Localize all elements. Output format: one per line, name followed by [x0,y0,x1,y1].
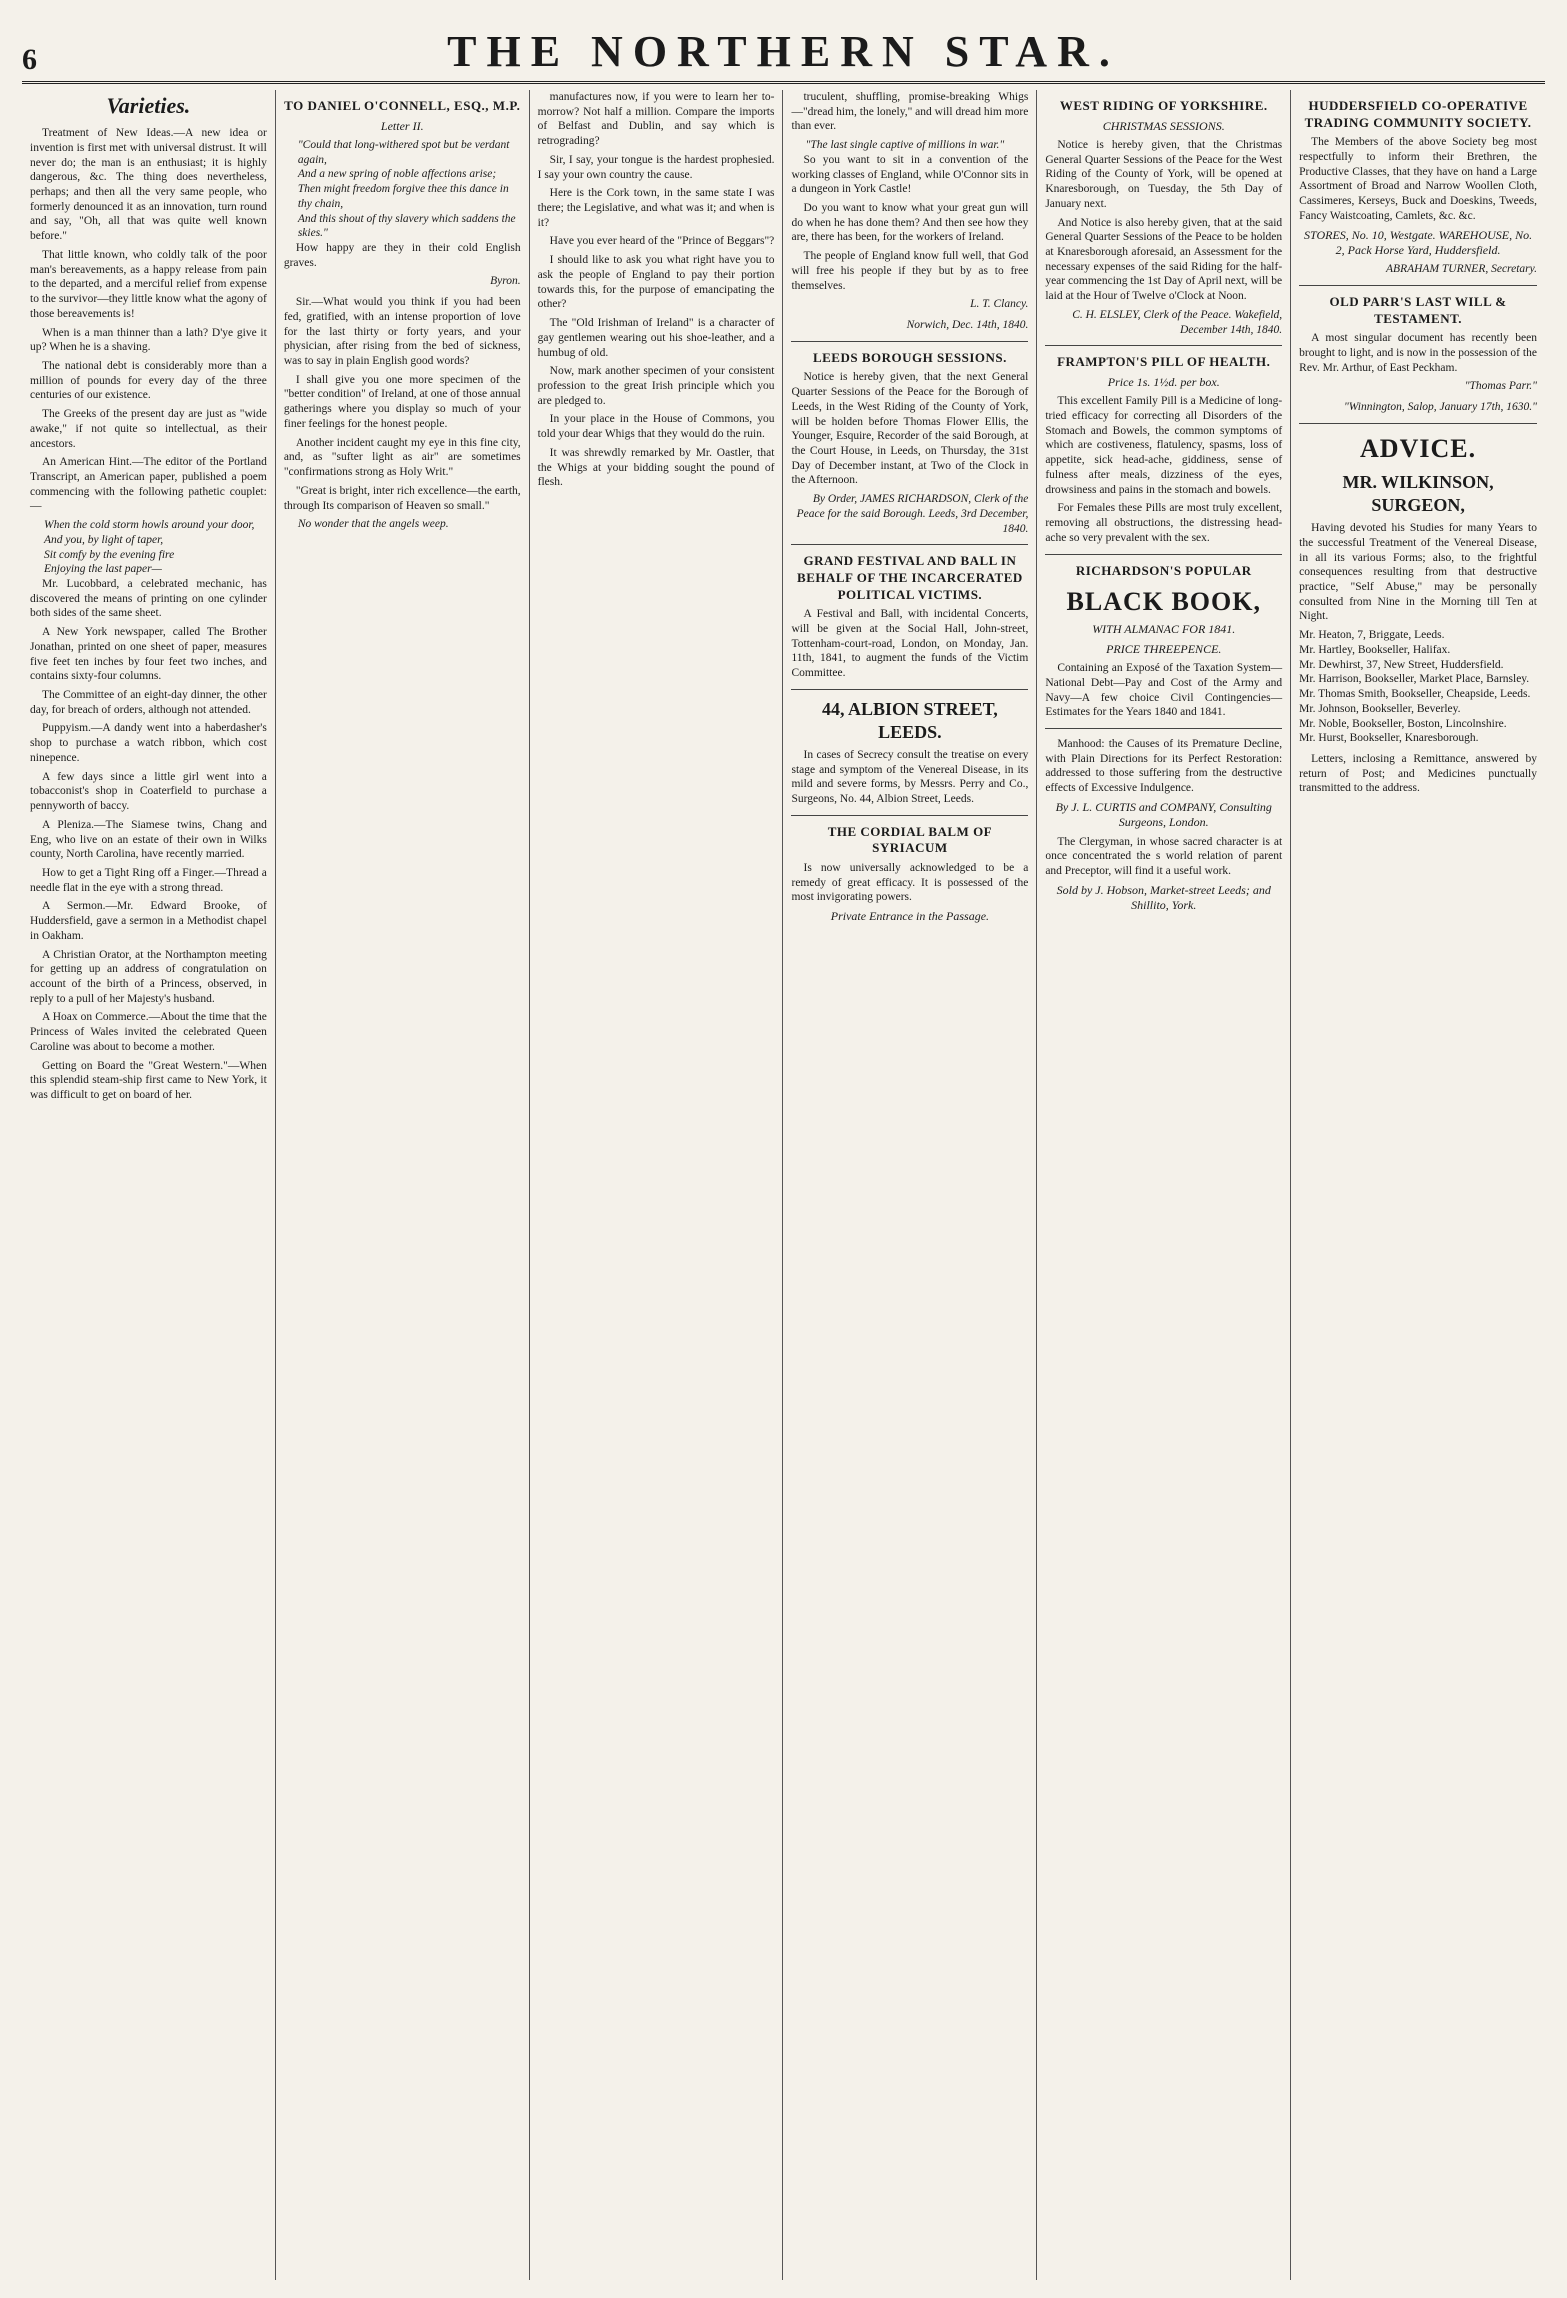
ad-text: This excellent Family Pill is a Medicine of long-tried efficacy for correcting all Disorders of the Stomach and Bowels, the common symptoms of which are costiveness, flatulency, spasms, loss of appetite, sick head-ache, giddiness, sense of fulness after meals, dizziness of the eyes, drowsiness and pains in the stomach and bowels. [1045,395,1283,496]
verse-line: And a new spring of noble affections arise; [297,168,497,181]
article-paragraph: The people of England know full well, that God will free his people if they but by as to free themselves. [791,250,1029,292]
notice-text: A Festival and Ball, with incidental Concerts, will be given at the Social Hall, John-street, Tottenham-court-road, London, on Monday, Jan. 11th, 1841, to augment the funds of the Victim Committee. [791,608,1029,680]
ad-heading-cordial: THE CORDIAL BALM OF SYRIACUM [827,823,993,856]
ad-signature: ABRAHAM TURNER, Secretary. [1386,263,1537,276]
ad-text: The Clergyman, in whose sacred character is at once concentrated the s world relation of parent and Preceptor, will find it a useful work. [1045,835,1283,878]
letter-heading: TO DANIEL O'CONNELL, ESQ., M.P. [284,98,521,113]
closing-line: No wonder that the angels weep. [297,518,449,531]
article-paragraph: truculent, shuffling, promise-breaking Whigs—"dread him, the lonely," and will dread him more than ever. [791,91,1029,133]
verse-line: "Could that long-withered spot but be verdant again, [297,138,510,166]
divider [1299,285,1537,286]
ad-text: Manhood: the Causes of its Premature Decline, with Plain Directions for its Perfect Restoration: addressed to those suffering from the destructive effects of Excessive Indulgence. [1045,737,1283,795]
article-signature: "Thomas Parr." [1464,380,1537,393]
ad-heading-huddersfield: HUDDERSFIELD CO-OPERATIVE TRADING COMMUNITY SOCIETY. [1304,98,1532,130]
article-dateline: "Winnington, Salop, January 17th, 1630." [1343,401,1537,414]
ad-heading-albion: 44, ALBION STREET, LEEDS. [822,698,998,742]
ad-author: By J. L. CURTIS and COMPANY, Consulting Surgeons, London. [1055,799,1272,830]
letter-signature: L. T. Clancy. [970,298,1029,311]
ad-text: Is now universally acknowledged to be a remedy of great efficacy. It is possessed of the most invigorating powers. [791,861,1029,904]
ad-title-advice: ADVICE. [1360,433,1477,463]
list-item: Mr. Dewhirst, 37, New Street, Huddersfield. [1299,658,1504,671]
masthead [22,14,1545,84]
ad-text: The Members of the above Society beg most respectfully to inform their Brethren, the Productive Classes, that they have on hand a Large Assortment of Broad and Narrow Woollen Cloth, Cassimeres, Kerseys, Buck and Doeskins, Tweeds, Fancy Waistcoating, Camlets, &c. &c. [1299,136,1537,222]
notice-signature: By Order, JAMES RICHARDSON, Clerk of the Peace for the said Borough. Leeds, 3rd December, 1840. [796,493,1029,535]
article-paragraph: "Great is bright, inter rich excellence—the earth, through Its comparison of Heaven so small." [283,484,521,512]
article-paragraph: Sir, I say, your tongue is the hardest prophesied. I say your own country the cause. [537,153,775,181]
poem-couplet [30,518,267,577]
ad-footer: Sold by J. Hobson, Market-street Leeds; and Shillito, York. [1056,882,1271,913]
article-paragraph: An American Hint.—The editor of the Portland Transcript, an American paper, published a poem commencing with the following pathetic couplet:— [30,456,267,513]
column-letter-oconnell [276,90,530,2280]
divider [1299,423,1537,424]
article-paragraph: It was shrewdly remarked by Mr. Oastler, that the Whigs at your bidding sought the pound of flesh. [537,446,775,489]
notice-text: Notice is hereby given, that the Christmas General Quarter Sessions of the Peace for the West Riding of the County of York, will be opened at Knaresborough, on Tuesday, the 5th Day of January next. [1045,138,1283,210]
article-paragraph: Mr. Lucobbard, a celebrated mechanic, has discovered the means of printing on one cylinder both sides of the same sheet. [30,578,267,620]
article-paragraph: Sir.—What would you think if you had been fed, gratified, with an intense proportion of love for the last thirty or forty years, and your physician, after rising from the bed of sickness, was to say in plain English good words? [283,296,521,368]
divider [791,341,1028,342]
article-paragraph: manufactures now, if you were to learn her to-morrow? Not half a million. Compare the imports of Belfast and Dublin, and say which is retrograding? [537,91,775,148]
ad-subtitle-almanac: WITH ALMANAC FOR 1841. [1092,622,1236,637]
verse-line: And you, by light of taper, [44,533,164,546]
article-paragraph: Do you want to know what your great gun will do when he has done them? And then see how they are, there has been, for the workers of Ireland. [791,202,1029,244]
list-item: Mr. Harrison, Bookseller, Market Place, Barnsley. [1299,673,1530,686]
verse-line: Enjoying the last paper— [44,563,162,576]
list-item: Mr. Heaton, 7, Briggate, Leeds. [1299,629,1445,642]
column-varieties [22,90,276,2280]
list-item: Mr. Hurst, Bookseller, Knaresborough. [1299,732,1479,745]
article-paragraph: A Hoax on Commerce.—About the time that the Princess of Wales invited the celebrated Queen Caroline was about to become a mother. [30,1011,267,1053]
column-letter-continued [530,90,784,2280]
article-paragraph: Have you ever heard of the "Prince of Beggars"? [549,235,775,248]
divider [1045,345,1282,346]
article-paragraph: In your place in the House of Commons, you told your dear Whigs that they would do the ruin. [537,413,775,441]
ad-text: Containing an Exposé of the Taxation System—National Debt—Pay and Cost of the Army and Navy—A few choice Civil Contingencies—Estimates for the Years 1840 and 1841. [1045,662,1283,719]
article-paragraph: I shall give you one more specimen of the "better condition" of Ireland, at one of those annual gatherings where you display so much of your finer feelings for the honest people. [283,373,521,430]
section-title-varieties: Varieties. [106,93,191,118]
article-paragraph: The Greeks of the present day are just as "wide awake," if not quite so intellectual, as their ancestors. [30,408,267,450]
newspaper-title: THE NORTHERN STAR. [447,27,1120,76]
notice-signature: C. H. ELSLEY, Clerk of the Peace. Wakefield, December 14th, 1840. [1072,308,1283,336]
article-paragraph: The "Old Irishman of Ireland" is a character of gay gentlemen wearing out his shoe-leather, and a humbug of old. [537,317,775,359]
letter-subheading: Letter II. [380,118,424,133]
article-paragraph: I should like to ask you what right have you to ask the people of England to pay their portion towards this, for the purpose of emancipating the other? [537,254,775,311]
article-paragraph: Now, mark another specimen of your consistent profession to the great Irish principle which you are pledged to. [537,365,775,407]
article-paragraph: A New York newspaper, called The Brother Jonathan, printed on one sheet of paper, measures five feet ten inches by four feet two inches, and contains sixty-four columns. [30,626,267,683]
article-paragraph: A Christian Orator, at the Northampton meeting for getting up an address of congratulation on account of the birth of a Princess, observed, in reply to a pull of her Majesty's husband. [30,948,267,1005]
article-paragraph: How to get a Tight Ring off a Finger.—Thread a needle flat in the eye with a strong thread. [30,866,267,894]
article-paragraph: A most singular document has recently been brought to light, and is now in the possession of the Rev. Mr. Arthur, of East Peckham. [1299,332,1537,374]
divider [1045,554,1282,555]
ad-title-surgeon: MR. WILKINSON, SURGEON, [1342,472,1494,516]
letter-dateline: Norwich, Dec. 14th, 1840. [906,319,1029,332]
ad-price: Price 1s. 1½d. per box. [1107,374,1220,389]
ad-title-black-book: BLACK BOOK, [1066,587,1261,617]
notice-text: Notice is hereby given, that the next General Quarter Sessions of the Peace for the Borough of Leeds, in the West Riding of the County of York, will be holden before Thomas Flower Ellis, the Younger, Esquire, Recorder of the said Borough, at the Court House, in Leeds, on Thursday, the 31st Day of December instant, at Two of the Clock in the Afternoon. [791,371,1029,487]
ad-heading-frampton: FRAMPTON'S PILL OF HEALTH. [1057,354,1271,370]
verse-line: When the cold storm howls around your door, [44,519,255,532]
notice-subheading: CHRISTMAS SESSIONS. [1102,118,1225,133]
article-paragraph: A Pleniza.—The Siamese twins, Chang and Eng, who live on an estate of their own in Wilks county, North Carolina, have recently married. [30,818,267,861]
notice-heading-west-riding: WEST RIDING OF YORKSHIRE. [1059,98,1268,113]
column-notices-c [1291,90,1545,2280]
notice-heading-leeds: LEEDS BOROUGH SESSIONS. [812,349,1007,365]
article-paragraph: A few days since a little girl went into a tobacconist's shop in Coaterfield to purchase a pennyworth of baccy. [30,770,267,813]
column-notices-b [1037,90,1291,2280]
divider [791,544,1028,545]
notice-heading-ball: GRAND FESTIVAL AND BALL IN BEHALF OF THE INCARCERATED POLITICAL VICTIMS. [797,553,1023,602]
list-item: Mr. Johnson, Bookseller, Beverley. [1299,702,1461,715]
list-item: Mr. Noble, Bookseller, Boston, Lincolnshire. [1299,717,1507,730]
epigraph [284,138,521,241]
notice-text: And Notice is also hereby given, that at the said General Quarter Sessions of the Peace to be holden at Knaresborough aforesaid, an Assessment for the necessary expenses of the said Riding for the half-year commencing the 1st Day of April next, will be laid at the Hour of Twelve o'Clock at Noon. [1045,216,1283,303]
list-item: Mr. Thomas Smith, Bookseller, Cheapside, Leeds. [1299,688,1531,701]
list-item: Mr. Hartley, Bookseller, Halifax. [1299,643,1451,656]
agent-list [1299,628,1537,746]
article-paragraph: Another incident caught my eye in this fine city, and, as "sufter light as air" are sometimes "confirmations strong as Holy Writ." [283,436,521,479]
article-paragraph: That little known, who coldly talk of the poor man's bereavements, as a happy release from pain to the departed, and a merciful relief from expense to the survivor—they little know what the agony of those bereavements is! [30,248,267,320]
divider [791,689,1028,690]
ad-text: Having devoted his Studies for many Years to the successful Treatment of the Venereal Disease, in all its various Forms; also, to the frightful consequences resulting from that destructive practice, "Self Abuse," may be personally consulted from Nine in the Morning till Ten at Night. [1299,522,1537,623]
ad-footer: Private Entrance in the Passage. [830,909,990,924]
divider [791,815,1028,816]
ad-heading-richardson: RICHARDSON'S POPULAR [1075,562,1252,578]
divider [1045,728,1282,729]
ad-address: STORES, No. 10, Westgate. WAREHOUSE, No. 2, Pack Horse Yard, Huddersfield. [1303,227,1533,257]
article-heading-parr: OLD PARR'S LAST WILL & TESTAMENT. [1329,294,1507,326]
article-paragraph: When is a man thinner than a lath? D'ye give it up? When he is a shaving. [30,326,267,354]
ad-text: For Females these Pills are most truly excellent, removing all obstructions, the distressing head-ache so very prevalent with the sex. [1045,502,1283,544]
quote-line: "The last single captive of millions in war." [805,139,1005,152]
ad-footer: Letters, inclosing a Remittance, answered by return of Post; and Medicines punctually transmitted to the address. [1299,752,1537,795]
article-paragraph: Puppyism.—A dandy went into a haberdasher's shop to purchase a watch ribbon, which cost ninepence. [30,722,267,764]
verse-line: Sit comfy by the evening fire [44,548,175,561]
page-number: 6 [22,43,37,76]
column-notices-a [783,90,1037,2280]
ad-price: PRICE THREEPENCE. [1106,641,1222,656]
epigraph-attribution: Byron. [490,275,521,288]
article-paragraph: Getting on Board the "Great Western."—When this splendid steam-ship first came to New York, it was difficult to get on board of her. [30,1059,267,1101]
article-paragraph: A Sermon.—Mr. Edward Brooke, of Huddersfield, gave a sermon in a Methodist chapel in Oakham. [30,900,267,942]
article-paragraph: So you want to sit in a convention of the working classes of England, while O'Connor sits in a dungeon in York Castle! [791,153,1029,196]
article-paragraph: The Committee of an eight-day dinner, the other day, for breach of orders, although not attended. [30,689,267,716]
verse-line: Then might freedom forgive thee this dance in thy chain, [297,183,509,210]
column-grid [22,90,1545,2280]
article-paragraph: Here is the Cork town, in the same state I was there; the Legislative, and what was it; and when is it? [537,187,775,229]
article-paragraph: How happy are they in their cold English graves. [283,242,521,269]
ad-text: In cases of Secrecy consult the treatise on every stage and symptom of the Venereal Disease, in its mild and severe forms, by Messrs. Perry and Co., Surgeons, No. 44, Albion Street, Leeds. [791,748,1029,805]
verse-line: And this shout of thy slavery which saddens the skies." [297,212,516,240]
article-paragraph: Treatment of New Ideas.—A new idea or invention is first met with universal distrust. It will never do; the man is an enthusiast; it is highly dangerous, &c. The thing does nevertheless, perhaps; and then all the very same people, who formerly denounced it as an innovation, turn round and say, "Oh, all that was quite well known before." [30,127,267,243]
article-paragraph: The national debt is considerably more than a million of pounds for every day of the three centuries of our existence. [30,359,267,402]
